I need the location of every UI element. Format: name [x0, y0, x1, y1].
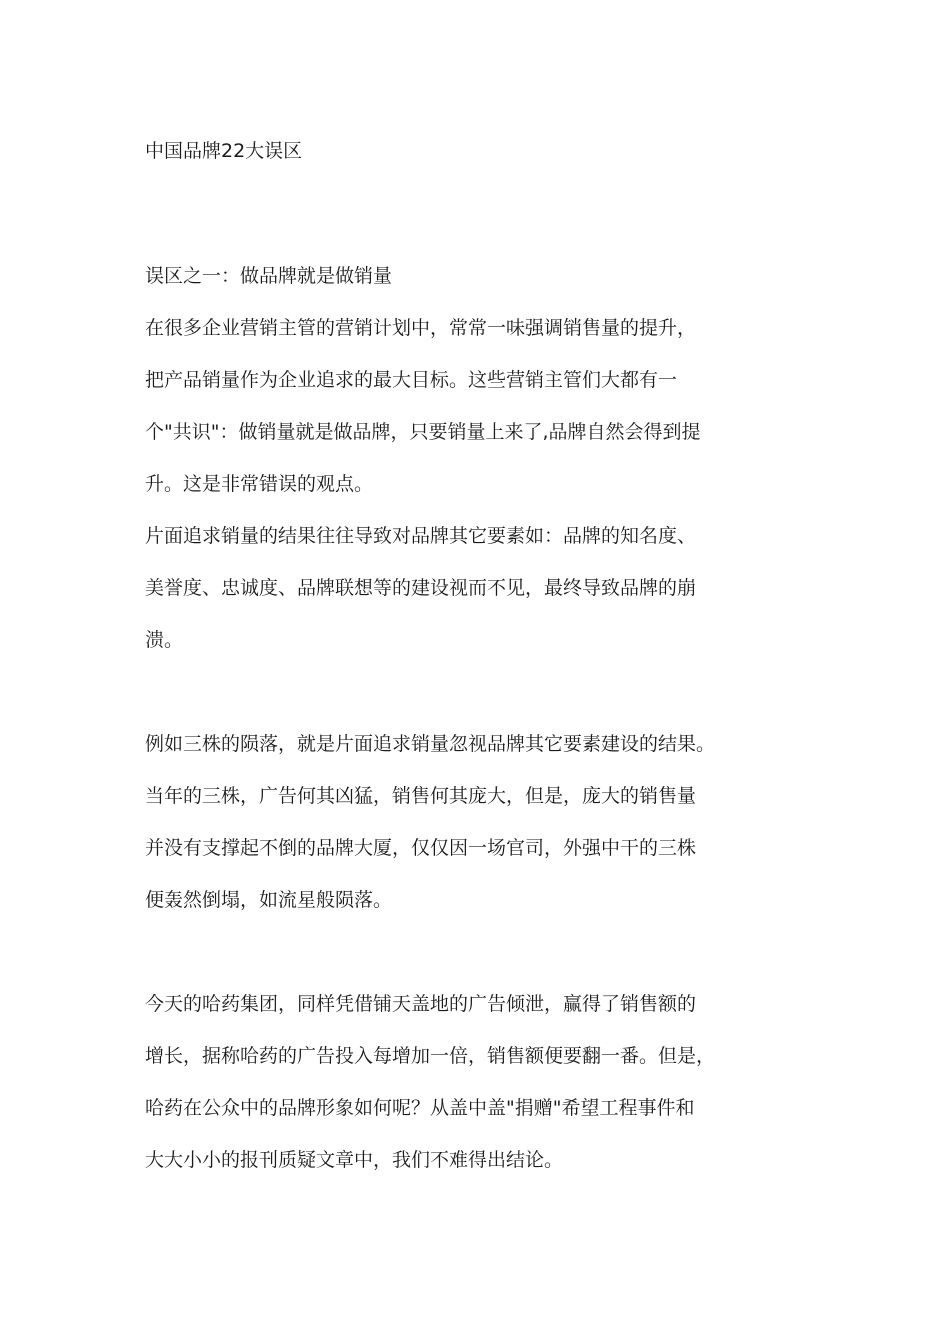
text-line: 美誉度、忠诚度、品牌联想等的建设视而不见，最终导致品牌的崩	[145, 577, 697, 599]
paragraph-4	[145, 989, 825, 1197]
paragraph-spacer	[145, 937, 825, 989]
text-line: 升。这是非常错误的观点。	[145, 473, 374, 495]
text-line: 例如三株的陨落，就是片面追求销量忽视品牌其它要素建设的结果。	[145, 733, 716, 755]
section-heading: 误区之一：做品牌就是做销量	[145, 265, 393, 287]
paragraph-1	[145, 313, 825, 521]
paragraph-3	[145, 729, 825, 937]
text-line: 当年的三株，广告何其凶猛，销售何其庞大，但是，庞大的销售量	[145, 785, 697, 807]
text-line: 片面追求销量的结果往往导致对品牌其它要素如：品牌的知名度、	[145, 525, 697, 547]
text-line: 哈药在公众中的品牌形象如何呢？从盖中盖"捐赠"希望工程事件和	[145, 1097, 695, 1119]
text-line: 今天的哈药集团，同样凭借铺天盖地的广告倾泄，赢得了销售额的	[145, 993, 697, 1015]
text-line: 个"共识"：做销量就是做品牌，只要销量上来了,品牌自然会得到提	[145, 421, 701, 443]
text-line: 在很多企业营销主管的营销计划中，常常一味强调销售量的提升，	[145, 317, 697, 339]
paragraph-spacer	[145, 677, 825, 729]
text-line: 便轰然倒塌，如流星般陨落。	[145, 889, 393, 911]
document-body	[145, 261, 825, 1197]
text-line: 并没有支撑起不倒的品牌大厦，仅仅因一场官司，外强中干的三株	[145, 837, 697, 859]
document-title: 中国品牌22大误区	[145, 140, 303, 162]
paragraph-2	[145, 521, 825, 677]
text-line: 增长，据称哈药的广告投入每增加一倍，销售额便要翻一番。但是，	[145, 1045, 716, 1067]
text-line: 溃。	[145, 629, 184, 651]
text-line: 大大小小的报刊质疑文章中，我们不难得出结论。	[145, 1149, 564, 1171]
text-line: 把产品销量作为企业追求的最大目标。这些营销主管们大都有一	[145, 369, 678, 391]
